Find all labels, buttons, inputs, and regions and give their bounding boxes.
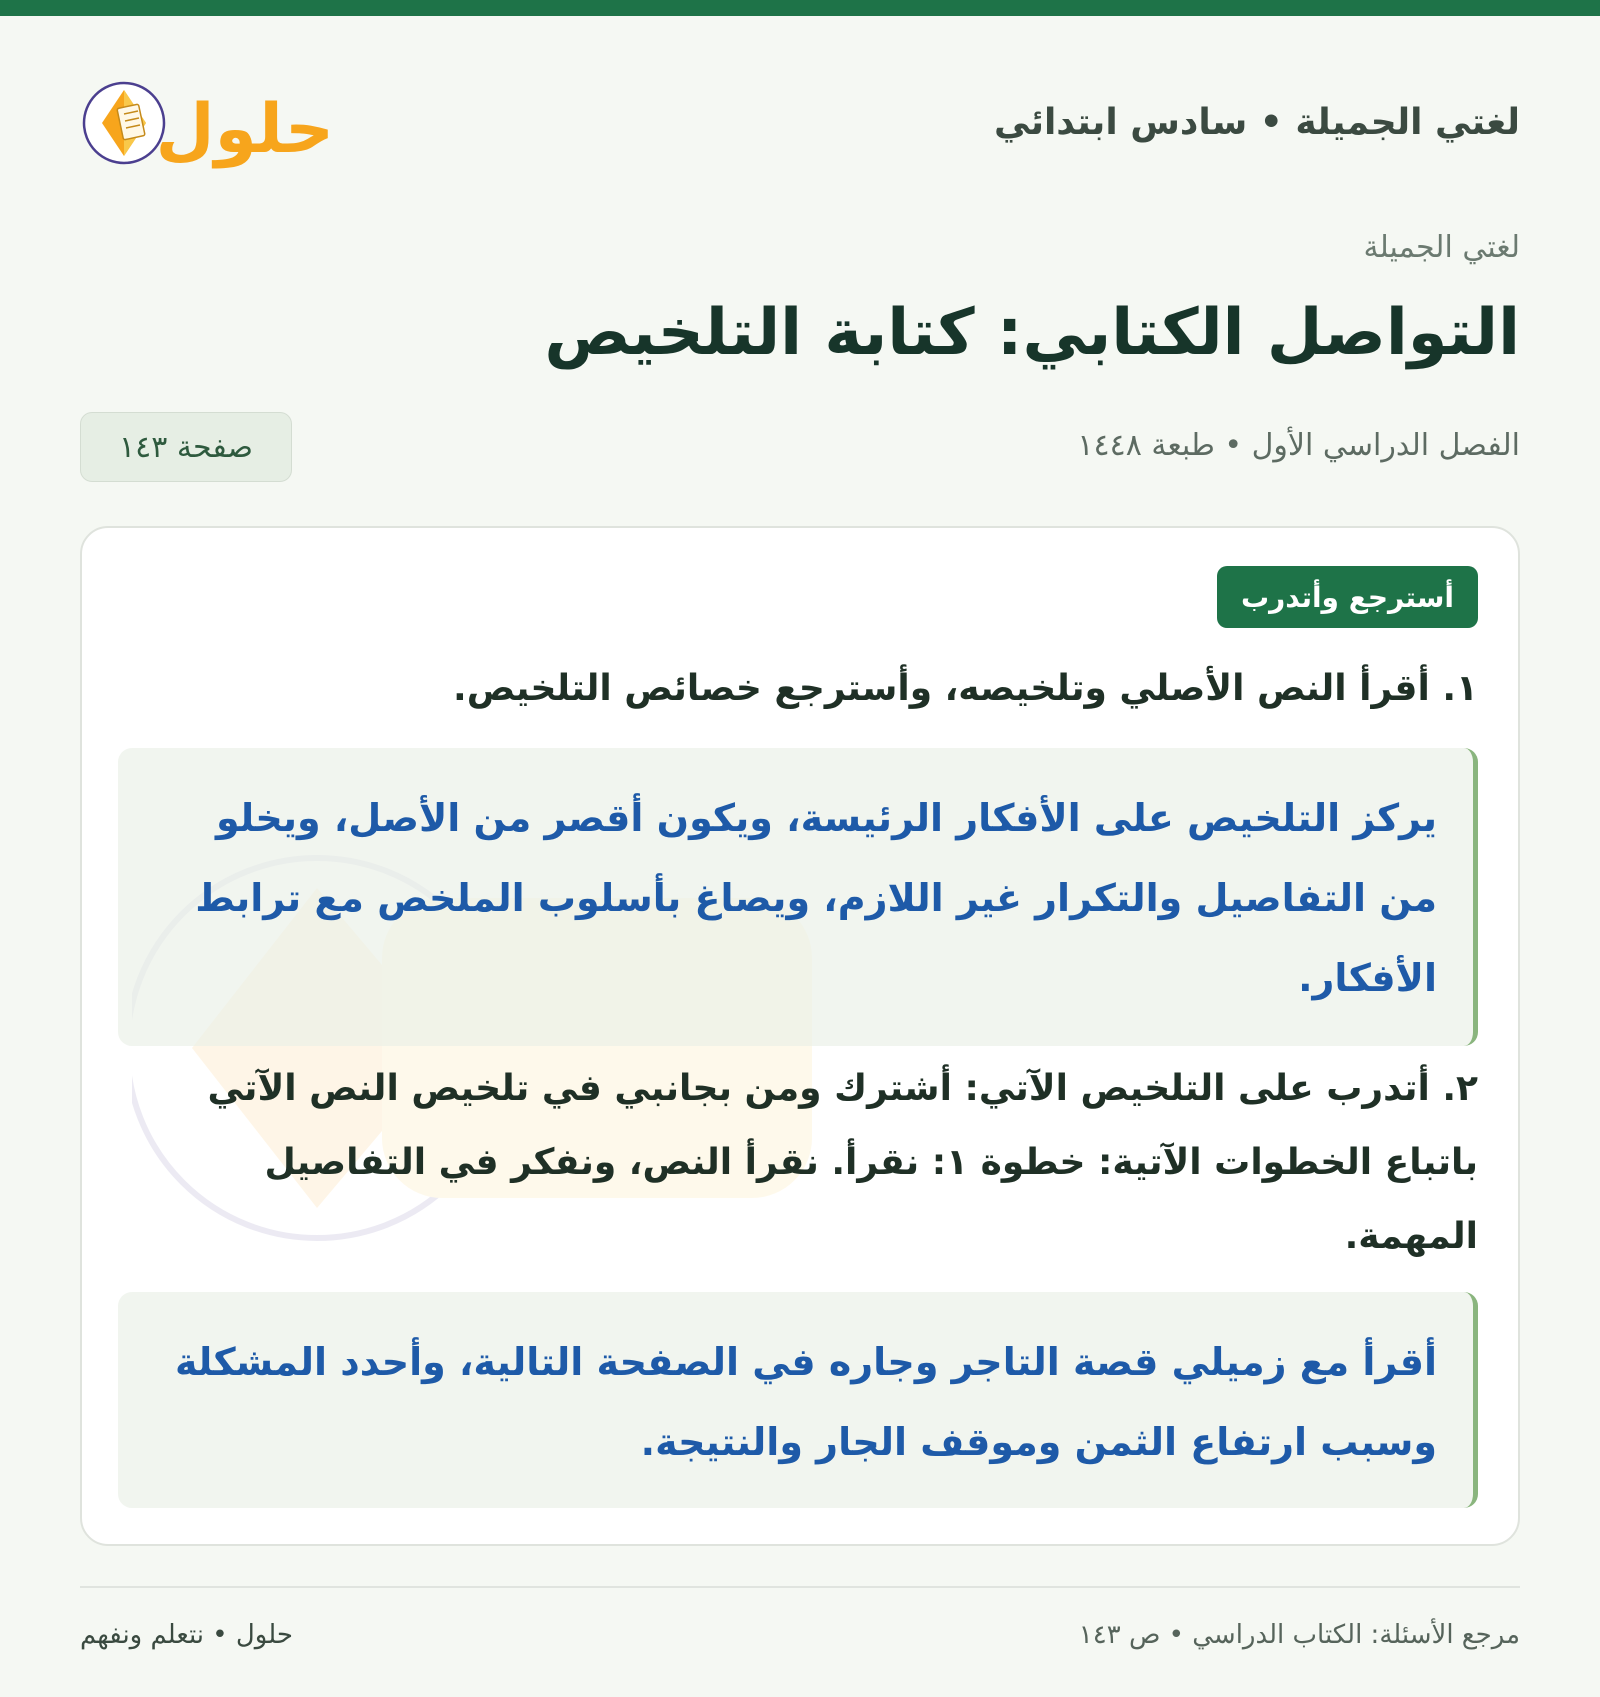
section-label: أسترجع وأتدرب <box>1217 566 1478 628</box>
answer-1: يركز التلخيص على الأفكار الرئيسة، ويكون أقصر من الأصل، ويخلو من التفاصيل والتكرار غير اللازم، ويصاغ بأسلوب الملخص مع ترابط الأفكار. <box>118 748 1478 1046</box>
footer-divider <box>80 1586 1520 1588</box>
exercise-card <box>80 526 1520 1546</box>
term-edition-meta: الفصل الدراسي الأول • طبعة ١٤٤٨ <box>1077 428 1520 463</box>
page-number-badge: صفحة ١٤٣ <box>80 412 292 482</box>
footer-reference: مرجع الأسئلة: الكتاب الدراسي • ص ١٤٣ <box>1078 1620 1520 1650</box>
footer-brand: حلول • نتعلم ونفهم <box>80 1620 293 1650</box>
page-title: التواصل الكتابي: كتابة التلخيص <box>544 296 1520 370</box>
page-header <box>80 70 1520 180</box>
site-logo[interactable] <box>80 70 360 180</box>
book-diamond-icon <box>84 83 164 163</box>
question-1: ١. أقرأ النص الأصلي وتلخيصه، وأسترجع خصائص التلخيص. <box>453 668 1478 709</box>
top-accent-bar <box>0 0 1600 16</box>
question-2: ٢. أتدرب على التلخيص الآتي: أشترك ومن بجانبي في تلخيص النص الآتي باتباع الخطوات الآتية: خطوة ١: نقرأ. نقرأ النص، ونفكر في التفاصيل المهمة. <box>207 1068 1478 1257</box>
subject-label: لغتي الجميلة <box>1363 230 1520 265</box>
course-name: لغتي الجميلة • سادس ابتدائي <box>994 102 1520 143</box>
answer-2: أقرأ مع زميلي قصة التاجر وجاره في الصفحة التالية، وأحدد المشكلة وسبب ارتفاع الثمن وموقف الجار والنتيجة. <box>118 1292 1478 1508</box>
logo-text: حلول <box>155 90 334 169</box>
